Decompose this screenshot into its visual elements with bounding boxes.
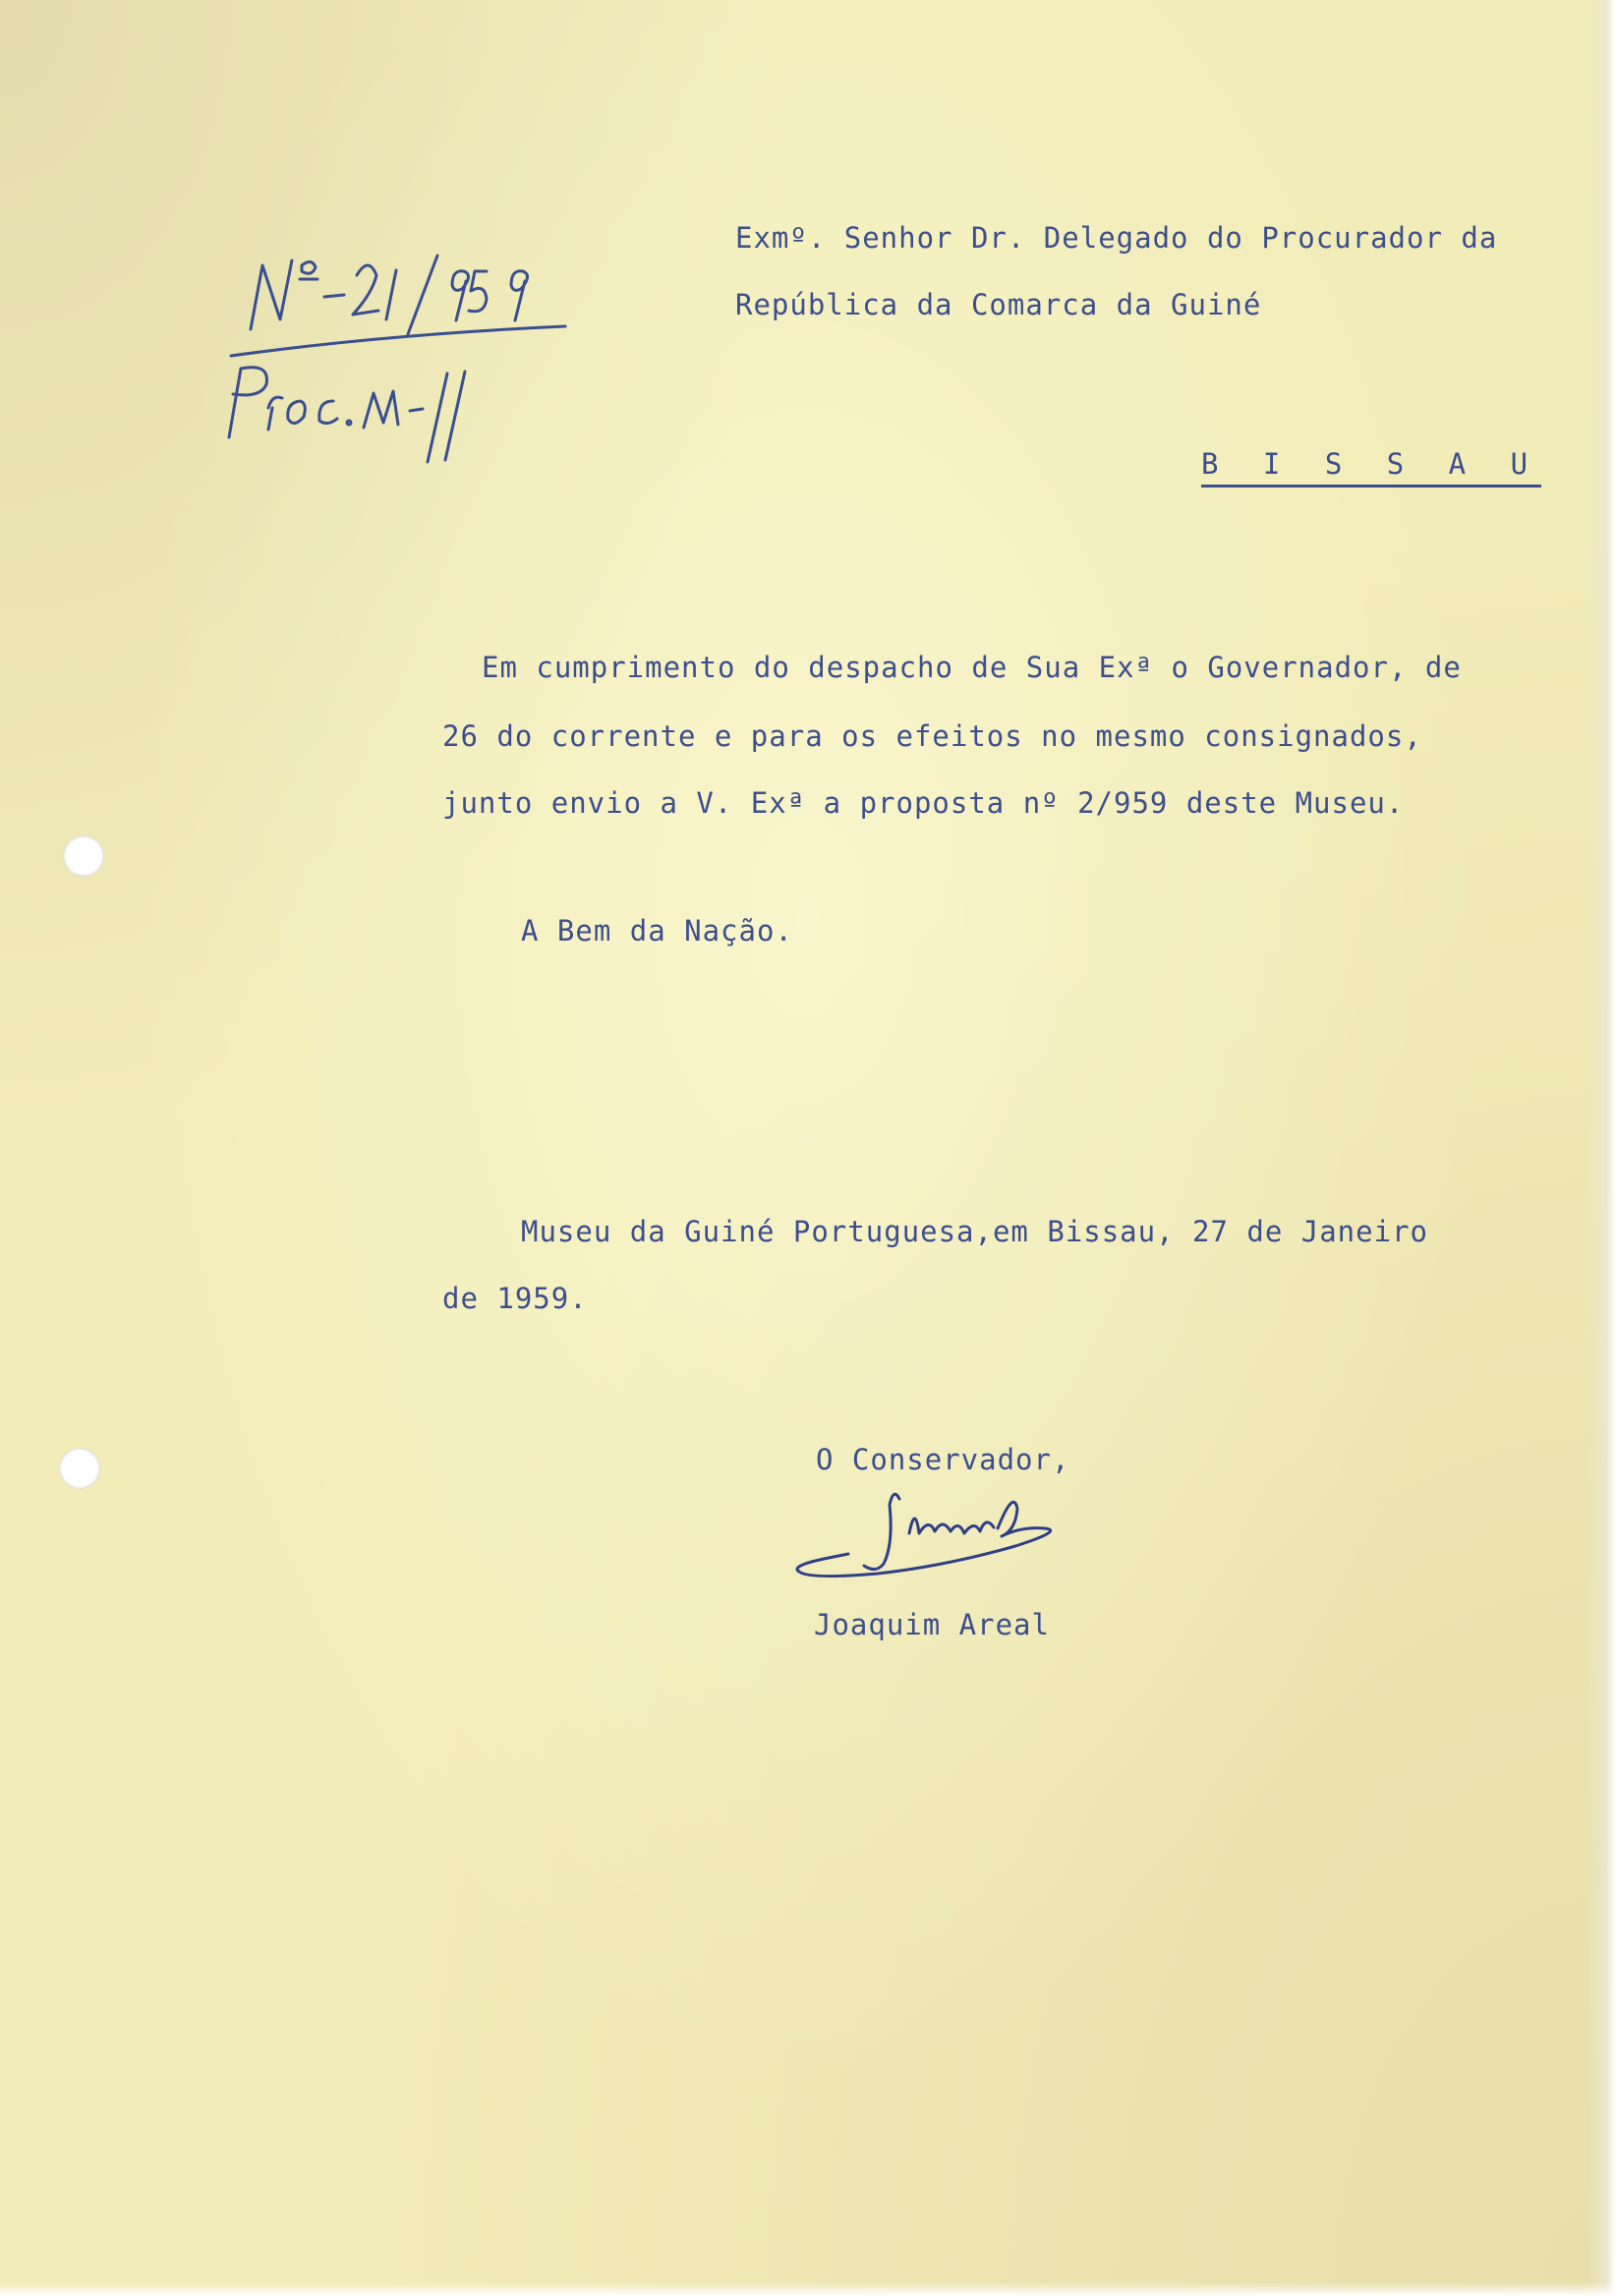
place-date-line-2: de 1959. xyxy=(442,1282,588,1315)
paper-edge-bottom xyxy=(0,2282,1615,2296)
body-line-1: Em cumprimento do despacho de Sua Exª o Governador, de xyxy=(482,651,1462,684)
addressee-line-2: República da Comarca da Guiné xyxy=(735,288,1262,321)
handwritten-reference-annotation xyxy=(211,236,585,472)
punch-hole-upper xyxy=(63,835,104,877)
signatory-name: Joaquim Areal xyxy=(814,1608,1050,1641)
punch-hole-lower xyxy=(59,1448,100,1489)
handwritten-signature xyxy=(772,1474,1125,1612)
place-date-line-1: Museu da Guiné Portuguesa,em Bissau, 27 de Janeiro xyxy=(521,1215,1428,1248)
signatory-title: O Conservador, xyxy=(816,1443,1070,1476)
addressee-line-1: Exmº. Senhor Dr. Delegado do Procurador da xyxy=(735,221,1498,255)
closing-salutation: A Bem da Nação. xyxy=(521,914,793,947)
paper-edge-right xyxy=(1587,0,1615,2296)
body-line-2: 26 do corrente e para os efeitos no mesmo consignados, xyxy=(442,719,1422,753)
body-line-3: junto envio a V. Exª a proposta nº 2/959 deste Museu. xyxy=(442,786,1405,820)
addressee-city: B I S S A U xyxy=(1201,447,1541,488)
